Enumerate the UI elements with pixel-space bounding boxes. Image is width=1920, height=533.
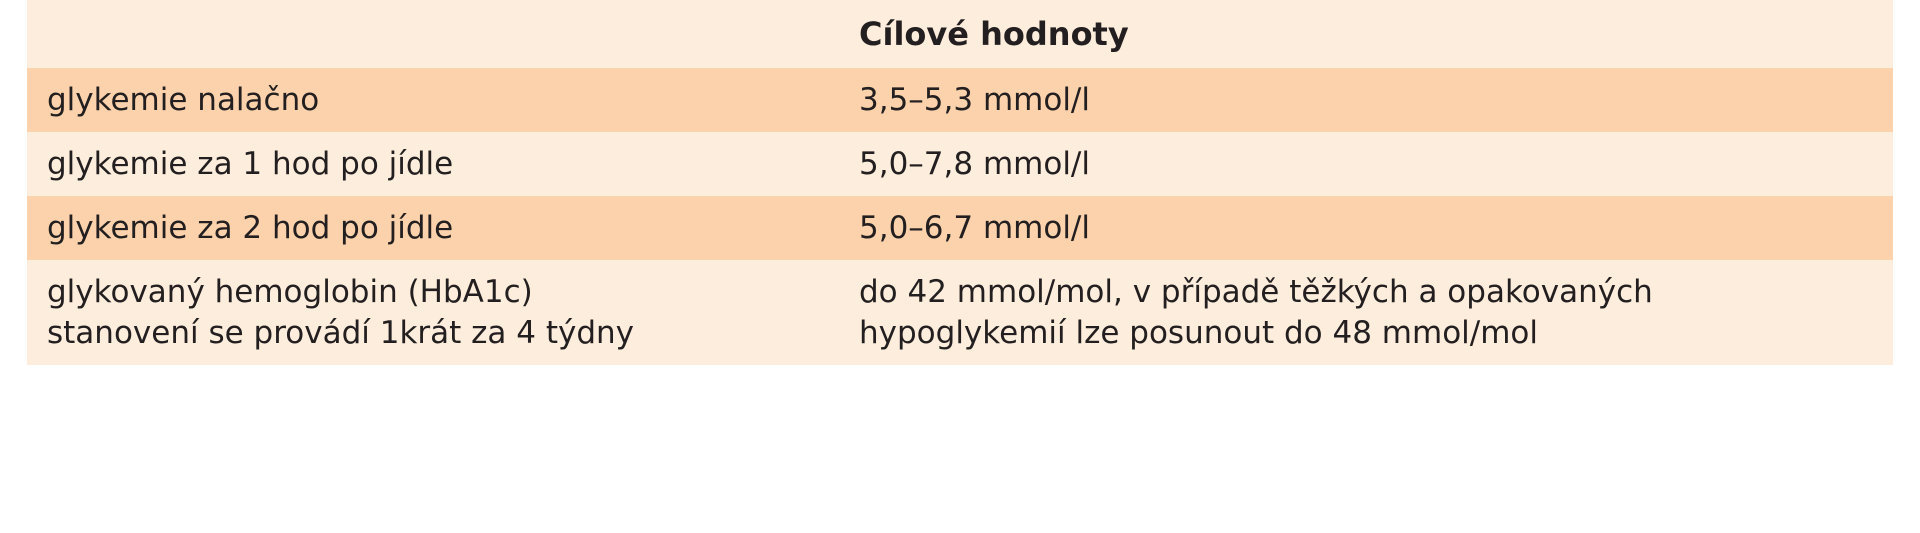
header-target-label: Cílové hodnoty: [859, 15, 1129, 53]
row-label: glykemie nalačno: [47, 81, 320, 118]
row-value-cell: [839, 196, 1893, 260]
table-row: [27, 132, 1893, 196]
row-value-cell: [839, 132, 1893, 196]
glycemia-targets-table: [27, 0, 1893, 365]
row-value-secondary: hypoglykemií lze posunout do 48 mmol/mol: [859, 314, 1538, 351]
header-cell-parameter: [27, 0, 839, 68]
row-value: 5,0–7,8 mmol/l: [859, 145, 1090, 182]
table-row: [27, 196, 1893, 260]
row-label-cell: [27, 196, 839, 260]
table-header-row: [27, 0, 1893, 68]
row-value-cell: [839, 68, 1893, 132]
row-label-cell: [27, 68, 839, 132]
header-cell-target: [839, 0, 1893, 68]
row-label-secondary: stanovení se provádí 1krát za 4 týdny: [47, 314, 635, 351]
row-value: 3,5–5,3 mmol/l: [859, 81, 1090, 118]
row-label-cell: [27, 132, 839, 196]
table-row: [27, 68, 1893, 132]
row-value: do 42 mmol/mol, v případě těžkých a opakovaných: [859, 274, 1653, 311]
row-label: glykovaný hemoglobin (HbA1c): [47, 274, 533, 311]
row-value: 5,0–6,7 mmol/l: [859, 210, 1090, 247]
row-label: glykemie za 2 hod po jídle: [47, 210, 454, 247]
header-parameter-label: [27, 0, 839, 26]
table-row: [27, 260, 1893, 365]
glycemia-targets-table-container: [27, 0, 1893, 365]
row-label: glykemie za 1 hod po jídle: [47, 145, 454, 182]
row-label-cell: [27, 260, 839, 365]
row-value-cell: [839, 260, 1893, 365]
